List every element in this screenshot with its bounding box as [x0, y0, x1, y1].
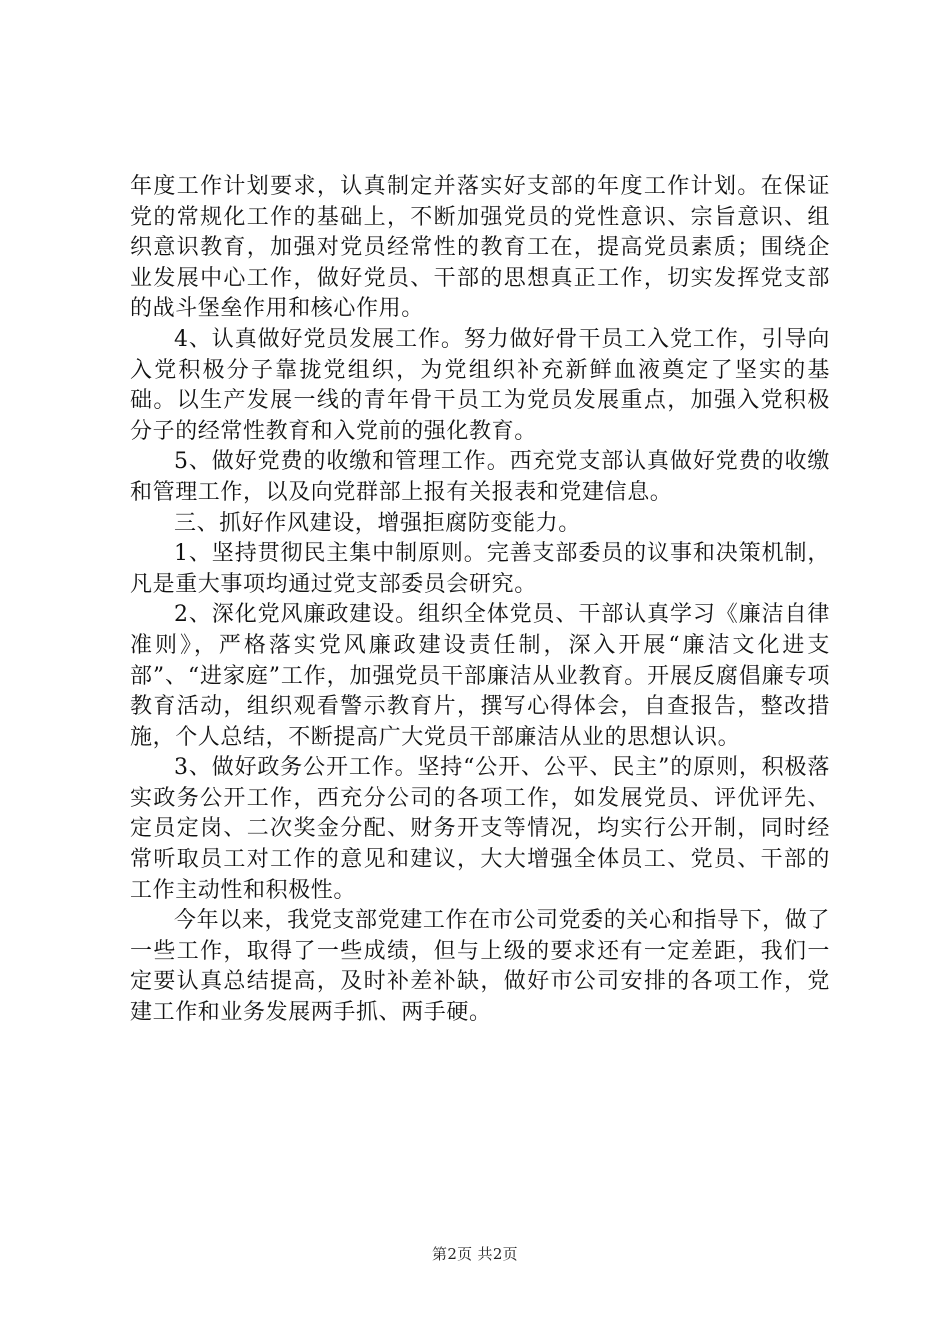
- paragraph-2: 4、认真做好党员发展工作。努力做好骨干员工入党工作，引导向入党积极分子靠拢党组织，为党组织补充新鲜血液奠定了坚实的基础。以生产发展一线的青年骨干员工为党员发展重点，加强入党积极分子的经常性教育和入党前的强化教育。: [130, 326, 830, 444]
- paragraph-6: 3、做好政务公开工作。坚持“公开、公平、民主”的原则，积极落实政务公开工作，西充分公司的各项工作，如发展党员、评优评先、定员定岗、二次奖金分配、财务开支等情况，均实行公开制，同时经常听取员工对工作的意见和建议，大大增强全体员工、党员、干部的工作主动性和积极性。: [130, 755, 830, 903]
- document-body: [130, 172, 830, 1029]
- paragraph-1: 年度工作计划要求，认真制定并落实好支部的年度工作计划。在保证党的常规化工作的基础上，不断加强党员的党性意识、宗旨意识、组织意识教育，加强对党员经常性的教育工在，提高党员素质；围绕企业发展中心工作，做好党员、干部的思想真正工作，切实发挥党支部的战斗堡垒作用和核心作用。: [130, 174, 830, 322]
- paragraph-5: 2、深化党风廉政建设。组织全体党员、干部认真学习《廉洁自律准则》，严格落实党风廉政建设责任制，深入开展“廉洁文化进支部”、“进家庭”工作，加强党员干部廉洁从业教育。开展反腐倡廉专项教育活动，组织观看警示教育片，撰写心得体会，自查报告，整改措施，个人总结，不断提高广大党员干部廉洁从业的思想认识。: [130, 602, 830, 750]
- paragraph-3: 5、做好党费的收缴和管理工作。西充党支部认真做好党费的收缴和管理工作，以及向党群部上报有关报表和党建信息。: [130, 449, 830, 505]
- section-heading: 三、抓好作风建设，增强拒腐防变能力。: [174, 510, 581, 536]
- paragraph-7: 今年以来，我党支部党建工作在市公司党委的关心和指导下，做了一些工作，取得了一些成绩，但与上级的要求还有一定差距，我们一定要认真总结提高，及时补差补缺，做好市公司安排的各项工作，党建工作和业务发展两手抓、两手硬。: [130, 908, 830, 1026]
- paragraph-4: 1、坚持贯彻民主集中制原则。完善支部委员的议事和决策机制，凡是重大事项均通过党支部委员会研究。: [130, 541, 830, 597]
- page-number-footer: 第2页 共2页: [432, 1245, 518, 1263]
